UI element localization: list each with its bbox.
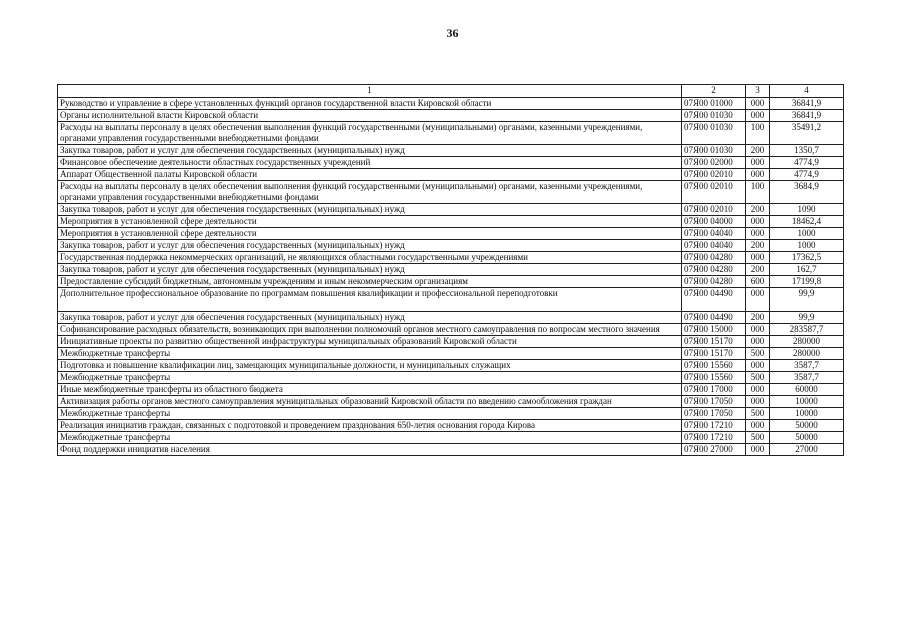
row-code-cell: 07Я00 04280 [682,252,746,264]
row-type-cell: 000 [746,169,770,181]
table-row [58,276,844,288]
row-name-cell: Мероприятия в установленной сфере деятельности [58,216,682,228]
row-type-cell: 500 [746,348,770,360]
row-name-cell: Межбюджетные трансферты [58,432,682,444]
row-amount-cell: 4774,9 [770,169,844,181]
table-row [58,408,844,420]
row-type-cell: 100 [746,122,770,145]
table-row [58,110,844,122]
row-type-cell: 000 [746,360,770,372]
row-type-cell: 000 [746,157,770,169]
row-name-cell: Закупка товаров, работ и услуг для обеспечения государственных (муниципальных) нужд [58,204,682,216]
table-row [58,420,844,432]
header-col-4: 4 [770,85,844,98]
row-type-cell: 000 [746,324,770,336]
row-type-cell: 000 [746,444,770,456]
row-name-cell: Аппарат Общественной палаты Кировской области [58,169,682,181]
row-code-cell: 07Я00 02010 [682,181,746,204]
row-name-cell: Государственная поддержка некоммерческих организаций, не являющихся областными государственными учреждениями [58,252,682,264]
row-amount-cell: 3587,7 [770,372,844,384]
table-row [58,181,844,204]
table-row [58,312,844,324]
table-row [58,252,844,264]
row-amount-cell: 162,7 [770,264,844,276]
row-name-cell: Межбюджетные трансферты [58,348,682,360]
row-name-cell: Закупка товаров, работ и услуг для обеспечения государственных (муниципальных) нужд [58,240,682,252]
table-row [58,169,844,181]
row-type-cell: 000 [746,336,770,348]
table-row [58,240,844,252]
row-type-cell: 200 [746,145,770,157]
row-code-cell: 07Я00 04280 [682,264,746,276]
row-code-cell: 07Я00 15000 [682,324,746,336]
row-amount-cell: 4774,9 [770,157,844,169]
header-col-2: 2 [682,85,746,98]
row-type-cell: 200 [746,312,770,324]
row-amount-cell: 18462,4 [770,216,844,228]
row-code-cell: 07Я00 15560 [682,360,746,372]
row-name-cell: Предоставление субсидий бюджетным, автономным учреждениям и иным некоммерческим организациям [58,276,682,288]
row-amount-cell: 27000 [770,444,844,456]
table-row [58,157,844,169]
table-row [58,384,844,396]
header-col-3: 3 [746,85,770,98]
row-name-cell: Инициативные проекты по развитию общественной инфраструктуры муниципальных образований Кировской области [58,336,682,348]
row-name-cell: Расходы на выплаты персоналу в целях обеспечения выполнения функций государственными (муниципальными) органами, казенными учреждениями, органами управления государственными внебюджетными фондами [58,181,682,204]
row-type-cell: 000 [746,216,770,228]
row-type-cell: 200 [746,240,770,252]
table-row [58,324,844,336]
row-name-cell: Межбюджетные трансферты [58,408,682,420]
row-name-cell: Активизация работы органов местного самоуправления муниципальных образований Кировской области по введению самообложения граждан [58,396,682,408]
row-type-cell: 200 [746,264,770,276]
row-name-cell: Дополнительное профессиональное образование по программам повышения квалификации и профессиональной переподготовки [58,288,682,312]
row-code-cell: 07Я00 15170 [682,348,746,360]
row-amount-cell: 50000 [770,420,844,432]
page-number: 36 [446,26,459,40]
row-code-cell: 07Я00 01030 [682,122,746,145]
row-code-cell: 07Я00 17210 [682,432,746,444]
row-amount-cell: 280000 [770,336,844,348]
row-amount-cell: 17362,5 [770,252,844,264]
row-type-cell: 100 [746,181,770,204]
table-row [58,336,844,348]
table-body [58,98,844,456]
row-code-cell: 07Я00 15560 [682,372,746,384]
table-row [58,372,844,384]
table-row [58,348,844,360]
row-code-cell: 07Я00 02010 [682,204,746,216]
table-row [58,216,844,228]
header-col-1: 1 [58,85,682,98]
table-row [58,228,844,240]
table-row [58,396,844,408]
row-type-cell: 000 [746,98,770,110]
row-amount-cell: 3684,9 [770,181,844,204]
row-amount-cell: 283587,7 [770,324,844,336]
row-code-cell: 07Я00 01000 [682,98,746,110]
row-amount-cell: 36841,9 [770,98,844,110]
row-amount-cell: 36841,9 [770,110,844,122]
row-name-cell: Подготовка и повышение квалификации лиц, замещающих муниципальные должности, и муниципальных служащих [58,360,682,372]
row-code-cell: 07Я00 04040 [682,228,746,240]
row-name-cell: Фонд поддержки инициатив населения [58,444,682,456]
row-code-cell: 07Я00 17050 [682,396,746,408]
row-name-cell: Руководство и управление в сфере установленных функций органов государственной власти Кировской области [58,98,682,110]
row-type-cell: 500 [746,372,770,384]
row-name-cell: Мероприятия в установленной сфере деятельности [58,228,682,240]
row-amount-cell: 10000 [770,408,844,420]
row-code-cell: 07Я00 02000 [682,157,746,169]
row-name-cell: Закупка товаров, работ и услуг для обеспечения государственных (муниципальных) нужд [58,145,682,157]
row-code-cell: 07Я00 01030 [682,145,746,157]
row-code-cell: 07Я00 17000 [682,384,746,396]
row-name-cell: Органы исполнительной власти Кировской области [58,110,682,122]
row-code-cell: 07Я00 17210 [682,420,746,432]
row-type-cell: 000 [746,288,770,312]
row-code-cell: 07Я00 27000 [682,444,746,456]
row-type-cell: 500 [746,432,770,444]
row-type-cell: 000 [746,384,770,396]
row-code-cell: 07Я00 04040 [682,240,746,252]
row-code-cell: 07Я00 04490 [682,312,746,324]
row-type-cell: 200 [746,204,770,216]
row-amount-cell: 280000 [770,348,844,360]
row-amount-cell: 10000 [770,396,844,408]
row-code-cell: 07Я00 15170 [682,336,746,348]
row-type-cell: 000 [746,396,770,408]
table-row [58,288,844,312]
row-name-cell: Софинансирование расходных обязательств, возникающих при выполнении полномочий органов местного самоуправления по вопросам местного значения [58,324,682,336]
table-row [58,264,844,276]
row-type-cell: 600 [746,276,770,288]
row-name-cell: Иные межбюджетные трансферты из областного бюджета [58,384,682,396]
table-row [58,145,844,157]
row-type-cell: 000 [746,228,770,240]
row-code-cell: 07Я00 04280 [682,276,746,288]
row-code-cell: 07Я00 04490 [682,288,746,312]
row-type-cell: 000 [746,110,770,122]
table-row [58,444,844,456]
row-name-cell: Финансовое обеспечение деятельности областных государственных учреждений [58,157,682,169]
row-amount-cell: 50000 [770,432,844,444]
row-amount-cell: 1350,7 [770,145,844,157]
row-name-cell: Закупка товаров, работ и услуг для обеспечения государственных (муниципальных) нужд [58,312,682,324]
row-name-cell: Закупка товаров, работ и услуг для обеспечения государственных (муниципальных) нужд [58,264,682,276]
row-amount-cell: 17199,8 [770,276,844,288]
row-amount-cell: 99,9 [770,312,844,324]
row-amount-cell: 3587,7 [770,360,844,372]
row-code-cell: 07Я00 02010 [682,169,746,181]
row-code-cell: 07Я00 04000 [682,216,746,228]
table-header-row [58,85,844,98]
row-type-cell: 500 [746,408,770,420]
row-type-cell: 000 [746,420,770,432]
table-row [58,432,844,444]
row-amount-cell: 1000 [770,228,844,240]
row-name-cell: Реализация инициатив граждан, связанных с подготовкой и проведением празднования 650-летия основания города Кирова [58,420,682,432]
row-code-cell: 07Я00 01030 [682,110,746,122]
row-amount-cell: 1000 [770,240,844,252]
row-name-cell: Расходы на выплаты персоналу в целях обеспечения выполнения функций государственными (муниципальными) органами, казенными учреждениями, органами управления государственными внебюджетными фондами [58,122,682,145]
table-row [58,360,844,372]
row-amount-cell: 1090 [770,204,844,216]
table-row [58,98,844,110]
row-amount-cell: 60000 [770,384,844,396]
budget-table [57,84,844,456]
table-row [58,122,844,145]
row-name-cell: Межбюджетные трансферты [58,372,682,384]
table-row [58,204,844,216]
row-amount-cell: 35491,2 [770,122,844,145]
row-amount-cell: 99,9 [770,288,844,312]
row-code-cell: 07Я00 17050 [682,408,746,420]
row-type-cell: 000 [746,252,770,264]
